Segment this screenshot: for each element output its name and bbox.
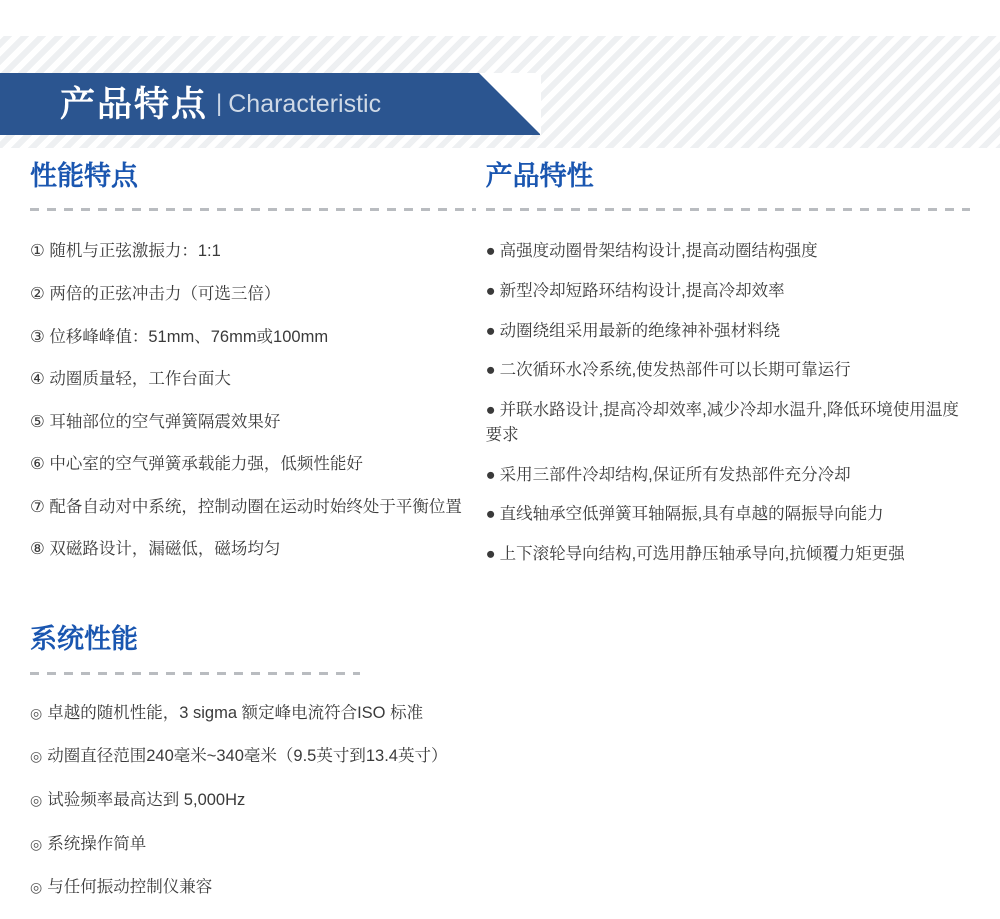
bullet-icon: ● — [485, 321, 496, 340]
list-item: ⑦ 配备自动对中系统，控制动圈在运动时始终处于平衡位置 — [30, 497, 462, 516]
bullet-icon: ◎ — [30, 791, 43, 808]
list-item-label: 系统操作简单 — [47, 834, 147, 853]
banner-title-cn: 产品特点 — [60, 84, 209, 124]
page-banner — [0, 0, 1000, 160]
banner-title-en: Characteristic — [228, 89, 382, 118]
list-item: ① 随机与正弦激振力：1:1 — [30, 242, 221, 261]
list-item — [486, 279, 970, 305]
system-right-column — [30, 832, 460, 919]
list-item-label: 动圈直径范围240毫米~340毫米（9.5英寸到13.4英寸） — [47, 747, 448, 766]
bullet-icon: ◎ — [30, 704, 43, 721]
bullet-icon: ● — [485, 505, 496, 524]
bullet-icon: ● — [485, 281, 496, 300]
system-performance-lists — [30, 701, 970, 919]
list-item-label: 动圈绕组采用最新的绝缘神补强材料绕 — [499, 321, 781, 340]
list-item: ④ 动圈质量轻，工作台面大 — [30, 370, 231, 389]
list-item-label: 试验频率最高达到 5,000Hz — [47, 790, 246, 809]
bullet-icon: ● — [485, 361, 496, 380]
list-item-label: 直线轴承空低弹簧耳轴隔振,具有卓越的隔振导向能力 — [499, 505, 884, 524]
list-item-label: 并联水路设计,提高冷却效率,减少冷却水温升,降低环境使用温度要求 — [485, 400, 959, 445]
list-item-label: 上下滚轮导向结构,可选用静压轴承导向,抗倾覆力矩更强 — [499, 544, 905, 563]
list-item — [30, 744, 550, 770]
product-features-section — [486, 160, 970, 581]
list-item-label: 与任何振动控制仪兼容 — [47, 878, 213, 897]
banner-ribbon — [0, 73, 540, 135]
system-left-column — [30, 701, 550, 832]
list-item-label: 采用三部件冷却结构,保证所有发热部件充分冷却 — [499, 465, 851, 484]
list-item — [486, 502, 970, 528]
list-item-label: 卓越的随机性能，3 sigma 额定峰电流符合ISO 标准 — [47, 703, 424, 722]
list-item: ⑥ 中心室的空气弹簧承载能力强，低频性能好 — [30, 455, 363, 474]
bullet-icon: ◎ — [30, 748, 43, 765]
list-item — [486, 398, 970, 449]
list-item-label: 高强度动圈骨架结构设计,提高动圈结构强度 — [499, 242, 818, 261]
banner-bottom-spacer — [0, 148, 1000, 160]
page-content — [0, 160, 1000, 919]
list-item: ⑤ 耳轴部位的空气弹簧隔震效果好 — [30, 412, 281, 431]
product-features-list — [486, 239, 970, 567]
performance-title: 性能特点 — [30, 161, 138, 191]
list-item-label: 二次循环水冷系统,使发热部件可以长期可靠运行 — [499, 361, 851, 380]
list-item — [486, 358, 970, 384]
list-item — [30, 832, 460, 858]
bullet-icon: ◎ — [30, 879, 43, 896]
performance-divider — [30, 208, 476, 211]
list-item — [486, 319, 970, 345]
list-item-label: 新型冷却短路环结构设计,提高冷却效率 — [499, 281, 785, 300]
list-item — [486, 239, 970, 265]
system-performance-divider — [30, 672, 360, 675]
performance-list — [30, 239, 476, 563]
list-item — [486, 463, 970, 489]
product-features-title: 产品特性 — [485, 161, 594, 191]
list-item: ③ 位移峰峰值：51mm、76mm或100mm — [30, 327, 329, 346]
banner-top-spacer — [0, 0, 1000, 36]
list-item: ② 两倍的正弦冲击力（可选三倍） — [30, 284, 281, 303]
bullet-icon: ◎ — [30, 835, 43, 852]
performance-section — [30, 160, 486, 581]
bullet-icon: ● — [485, 400, 496, 419]
list-item — [30, 788, 550, 814]
bullet-icon: ● — [485, 544, 496, 563]
features-columns — [30, 160, 970, 581]
banner-title-separator: | — [216, 90, 223, 117]
bullet-icon: ● — [485, 465, 496, 484]
bullet-icon: ● — [485, 242, 496, 261]
list-item — [30, 875, 460, 901]
list-item — [30, 701, 550, 727]
list-item — [486, 542, 970, 568]
list-item: ⑧ 双磁路设计，漏磁低，磁场均匀 — [30, 540, 281, 559]
system-performance-title: 系统性能 — [30, 624, 138, 655]
system-performance-section — [30, 623, 970, 918]
product-features-divider — [486, 208, 970, 211]
